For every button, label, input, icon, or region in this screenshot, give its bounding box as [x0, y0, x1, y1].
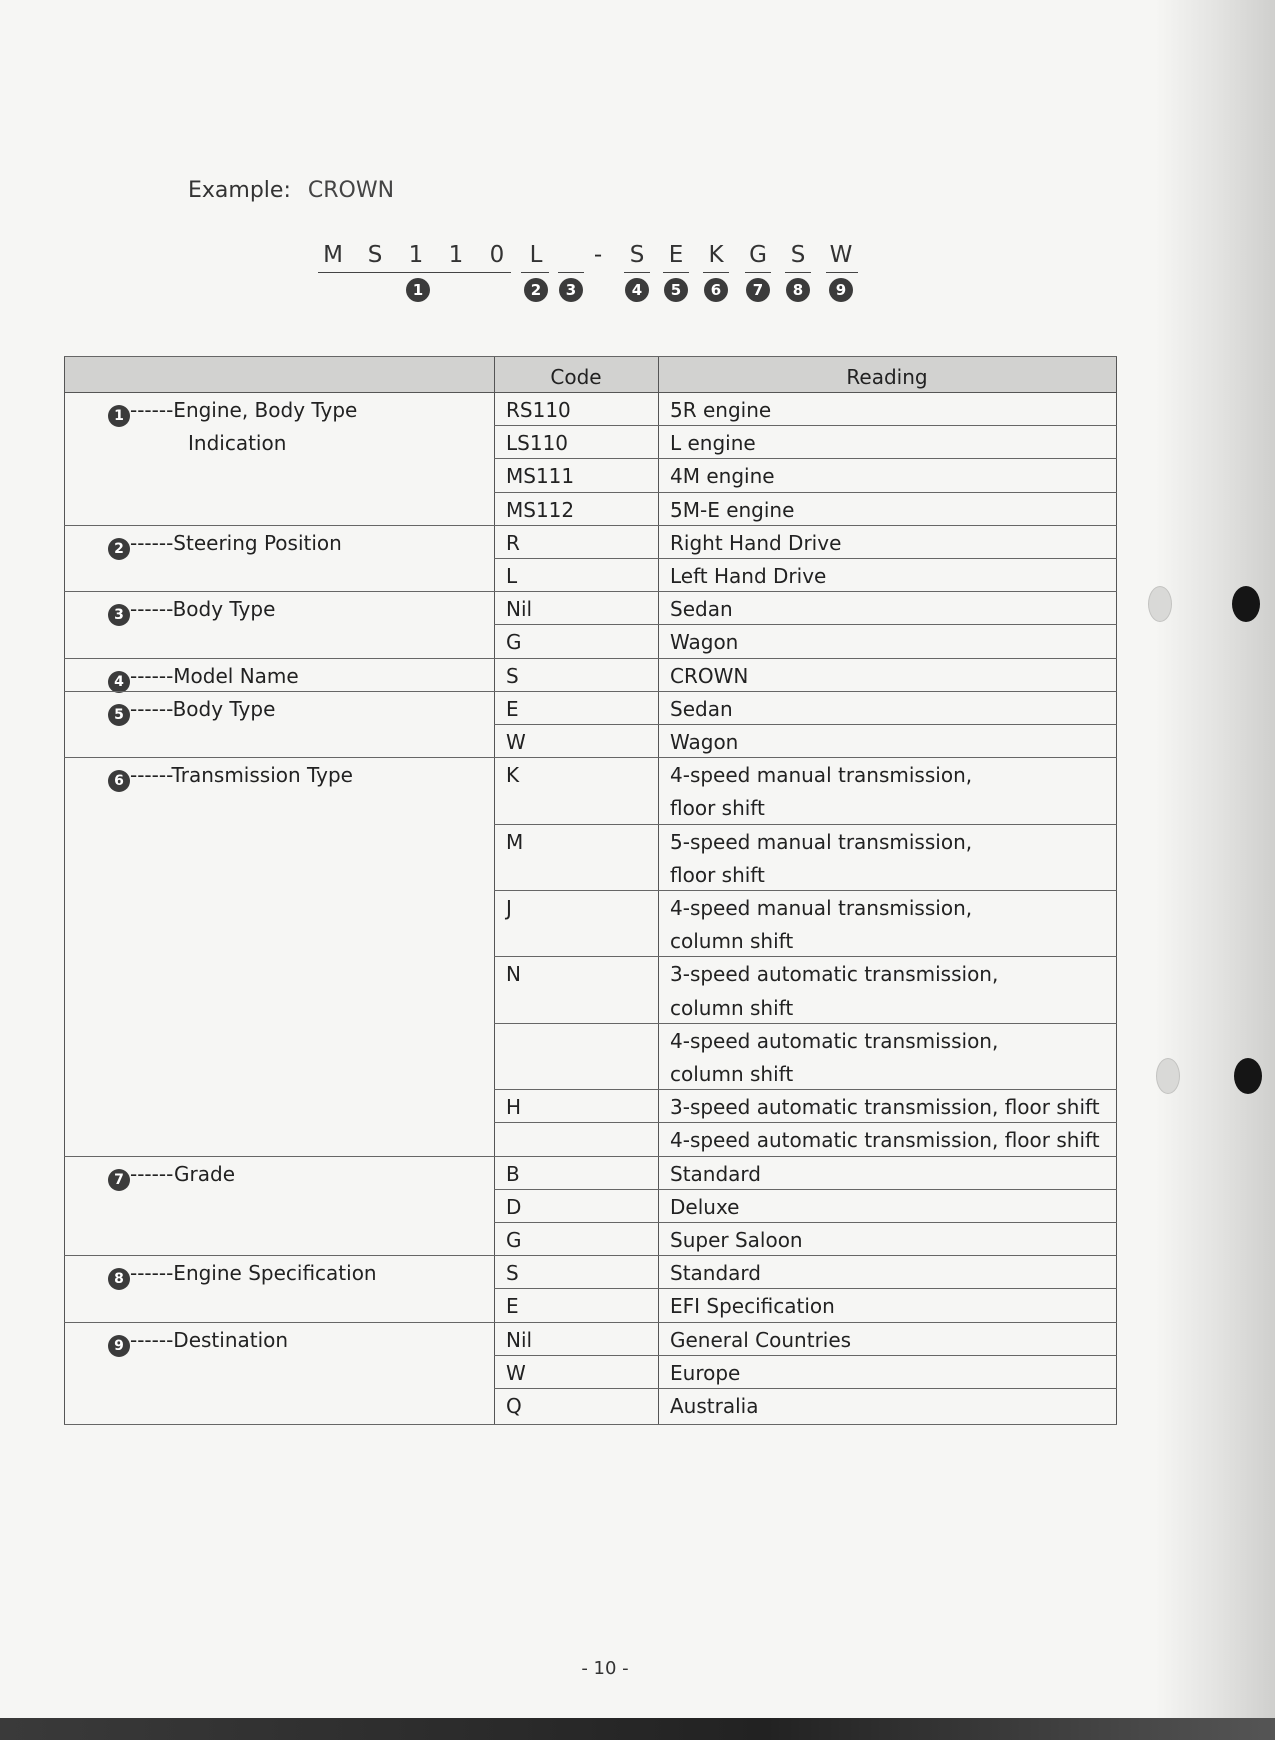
reading-cell: Standard [670, 1161, 761, 1186]
code-underline-4 [624, 272, 650, 273]
code-cell: W [506, 1360, 526, 1385]
code-cell: W [506, 730, 526, 754]
group-label-text: ------Engine Specification [130, 1261, 377, 1286]
row-divider [494, 525, 1117, 526]
table-top-border [64, 356, 1117, 357]
code-cell: MS111 [506, 464, 575, 489]
row-divider [494, 1322, 1117, 1323]
example-line [188, 178, 394, 203]
code-marker: 1 [406, 278, 430, 302]
code-cell: N [506, 962, 521, 987]
page-number: - 10 - [581, 1658, 629, 1679]
code-underline-8 [785, 272, 811, 273]
reading-cell: Standard [670, 1261, 761, 1286]
group-number-icon: 5 [108, 704, 130, 726]
code-cell: B [506, 1161, 520, 1186]
reading-cell-line2: column shift [670, 995, 794, 1020]
code-underline-3 [558, 272, 584, 273]
code-marker: 9 [829, 278, 853, 302]
group-divider [64, 1255, 495, 1256]
code-letter: W [829, 242, 853, 268]
code-cell: MS112 [506, 497, 575, 522]
row-divider [494, 956, 1117, 957]
code-cell: E [506, 1294, 519, 1319]
row-divider [494, 1255, 1117, 1256]
row-divider [494, 1189, 1117, 1190]
group-divider [64, 1322, 495, 1323]
reading-cell: Left Hand Drive [670, 564, 827, 588]
group-label [108, 763, 353, 792]
code-cell: Nil [506, 597, 533, 622]
code-letter: S [367, 242, 383, 268]
group-divider [64, 591, 495, 592]
group-number-icon: 6 [108, 770, 130, 792]
row-divider [494, 724, 1117, 725]
group-divider [64, 1156, 495, 1157]
code-letter: 0 [489, 242, 505, 268]
row-divider [494, 1023, 1117, 1024]
code-cell: LS110 [506, 431, 569, 456]
code-letter: M [323, 242, 343, 268]
reading-cell: 3-speed automatic transmission, [670, 962, 999, 987]
reading-cell: 4M engine [670, 464, 775, 489]
reading-cell: L engine [670, 431, 756, 456]
code-cell: G [506, 1228, 522, 1252]
row-divider [494, 1288, 1117, 1289]
group-label [108, 1328, 288, 1357]
code-cell: L [506, 564, 518, 588]
group-divider [64, 525, 495, 526]
header-code: Code [550, 365, 602, 389]
code-cell: M [506, 829, 524, 854]
punch-hole-top [1232, 586, 1260, 622]
reading-cell: 4-speed automatic transmission, [670, 1028, 999, 1053]
reading-cell: Sedan [670, 696, 733, 721]
page-edge-shadow [1155, 0, 1275, 1740]
group-label [108, 531, 342, 560]
reading-cell-line2: column shift [670, 929, 794, 954]
row-divider [494, 458, 1117, 459]
code-marker: 6 [704, 278, 728, 302]
code-cell: D [506, 1194, 522, 1219]
code-letter: S [629, 242, 645, 268]
reading-cell: Sedan [670, 597, 733, 622]
reading-cell: Deluxe [670, 1194, 740, 1219]
reading-cell: 5R engine [670, 398, 772, 422]
group-label-text: ------Transmission Type [130, 763, 353, 788]
reading-cell-line2: floor shift [670, 862, 765, 887]
group-label-text: ------Model Name [130, 663, 299, 688]
code-marker: 2 [524, 278, 548, 302]
group-label-text: ------Body Type [130, 597, 276, 622]
scan-bottom-band [0, 1718, 1275, 1740]
row-divider [494, 824, 1117, 825]
group-label-line2: Indication [188, 431, 287, 456]
code-cell: RS110 [506, 398, 571, 422]
group-label [108, 1261, 377, 1290]
code-cell: Q [506, 1394, 522, 1418]
code-underline-6 [703, 272, 729, 273]
row-divider [494, 890, 1117, 891]
reading-cell: CROWN [670, 663, 749, 688]
reading-cell: EFI Specification [670, 1294, 835, 1319]
code-cell: E [506, 696, 519, 721]
group-divider [64, 658, 495, 659]
group-number-icon: 1 [108, 405, 130, 427]
group-label [108, 1162, 235, 1191]
row-divider [494, 691, 1117, 692]
code-underline-2 [521, 272, 549, 273]
code-cell: S [506, 1261, 519, 1286]
code-cell: J [506, 896, 512, 920]
code-underline-5 [663, 272, 689, 273]
row-divider [494, 558, 1117, 559]
table-bottom-border [64, 1424, 1117, 1425]
reading-cell-line2: column shift [670, 1062, 794, 1086]
group-divider [64, 691, 495, 692]
reading-cell: General Countries [670, 1327, 852, 1352]
reading-cell: 5-speed manual transmission, [670, 829, 973, 854]
reading-cell: 5M-E engine [670, 497, 795, 522]
code-cell: R [506, 530, 520, 555]
reading-cell: Right Hand Drive [670, 530, 842, 555]
group-label [108, 697, 275, 726]
code-underline-9 [826, 272, 858, 273]
code-marker: 5 [664, 278, 688, 302]
code-cell: S [506, 663, 519, 688]
reading-cell: Wagon [670, 630, 739, 655]
group-label-text: ------Steering Position [130, 530, 342, 555]
reading-cell: 3-speed automatic transmission, floor shift [670, 1095, 1100, 1120]
code-letter: K [708, 242, 724, 268]
code-dash: - [593, 242, 603, 268]
group-number-icon: 8 [108, 1268, 130, 1290]
group-divider [64, 757, 495, 758]
example-model: CROWN [307, 178, 395, 203]
code-marker: 8 [786, 278, 810, 302]
row-divider [494, 658, 1117, 659]
row-divider [494, 1089, 1117, 1090]
model-code-breakdown [318, 242, 878, 312]
code-cell: G [506, 630, 522, 655]
reading-cell: 4-speed automatic transmission, floor shift [670, 1128, 1100, 1153]
row-divider [494, 624, 1117, 625]
punch-hole-ghost-bottom [1156, 1058, 1180, 1094]
example-label: Example: [188, 178, 291, 203]
reading-cell-line2: floor shift [670, 796, 765, 821]
group-number-icon: 3 [108, 604, 130, 626]
code-letter: E [668, 242, 684, 268]
group-label-text: ------Grade [130, 1161, 236, 1186]
code-cell: K [506, 763, 520, 788]
row-divider [494, 492, 1117, 493]
group-label-text: ------Body Type [130, 696, 276, 721]
group-label [108, 597, 275, 626]
group-label-text: ------Destination [130, 1327, 289, 1352]
code-letter: 1 [408, 242, 424, 268]
code-letter: 1 [448, 242, 464, 268]
code-table [64, 356, 1116, 1424]
punch-hole-bottom [1234, 1058, 1262, 1094]
reading-cell: Super Saloon [670, 1228, 803, 1252]
row-divider [494, 591, 1117, 592]
group-number-icon: 7 [108, 1169, 130, 1191]
table-left-border [64, 356, 65, 1424]
row-divider [494, 1388, 1117, 1389]
group-label [108, 398, 357, 427]
code-letter: G [749, 242, 767, 268]
row-divider [494, 1156, 1117, 1157]
code-underline-1 [318, 272, 511, 273]
group-number-icon: 4 [108, 671, 130, 693]
group-label [108, 664, 299, 693]
code-marker: 3 [559, 278, 583, 302]
row-divider [494, 1355, 1117, 1356]
group-number-icon: 2 [108, 538, 130, 560]
reading-cell: 4-speed manual transmission, [670, 896, 973, 920]
code-marker: 4 [625, 278, 649, 302]
reading-cell: Australia [670, 1394, 759, 1418]
row-divider [494, 757, 1117, 758]
group-number-icon: 9 [108, 1335, 130, 1357]
row-divider [494, 425, 1117, 426]
reading-cell: Europe [670, 1360, 741, 1385]
code-underline-7 [745, 272, 771, 273]
group-label-text: ------Engine, Body Type [130, 398, 358, 422]
row-divider [494, 1222, 1117, 1223]
reading-cell: Wagon [670, 730, 739, 754]
header-reading: Reading [846, 365, 928, 389]
code-cell: Nil [506, 1327, 533, 1352]
row-divider [494, 1122, 1117, 1123]
reading-cell: 4-speed manual transmission, [670, 763, 973, 788]
punch-hole-ghost-top [1148, 586, 1172, 622]
code-letter: L [529, 242, 543, 268]
code-marker: 7 [746, 278, 770, 302]
code-letter: S [790, 242, 806, 268]
code-cell: H [506, 1095, 522, 1120]
